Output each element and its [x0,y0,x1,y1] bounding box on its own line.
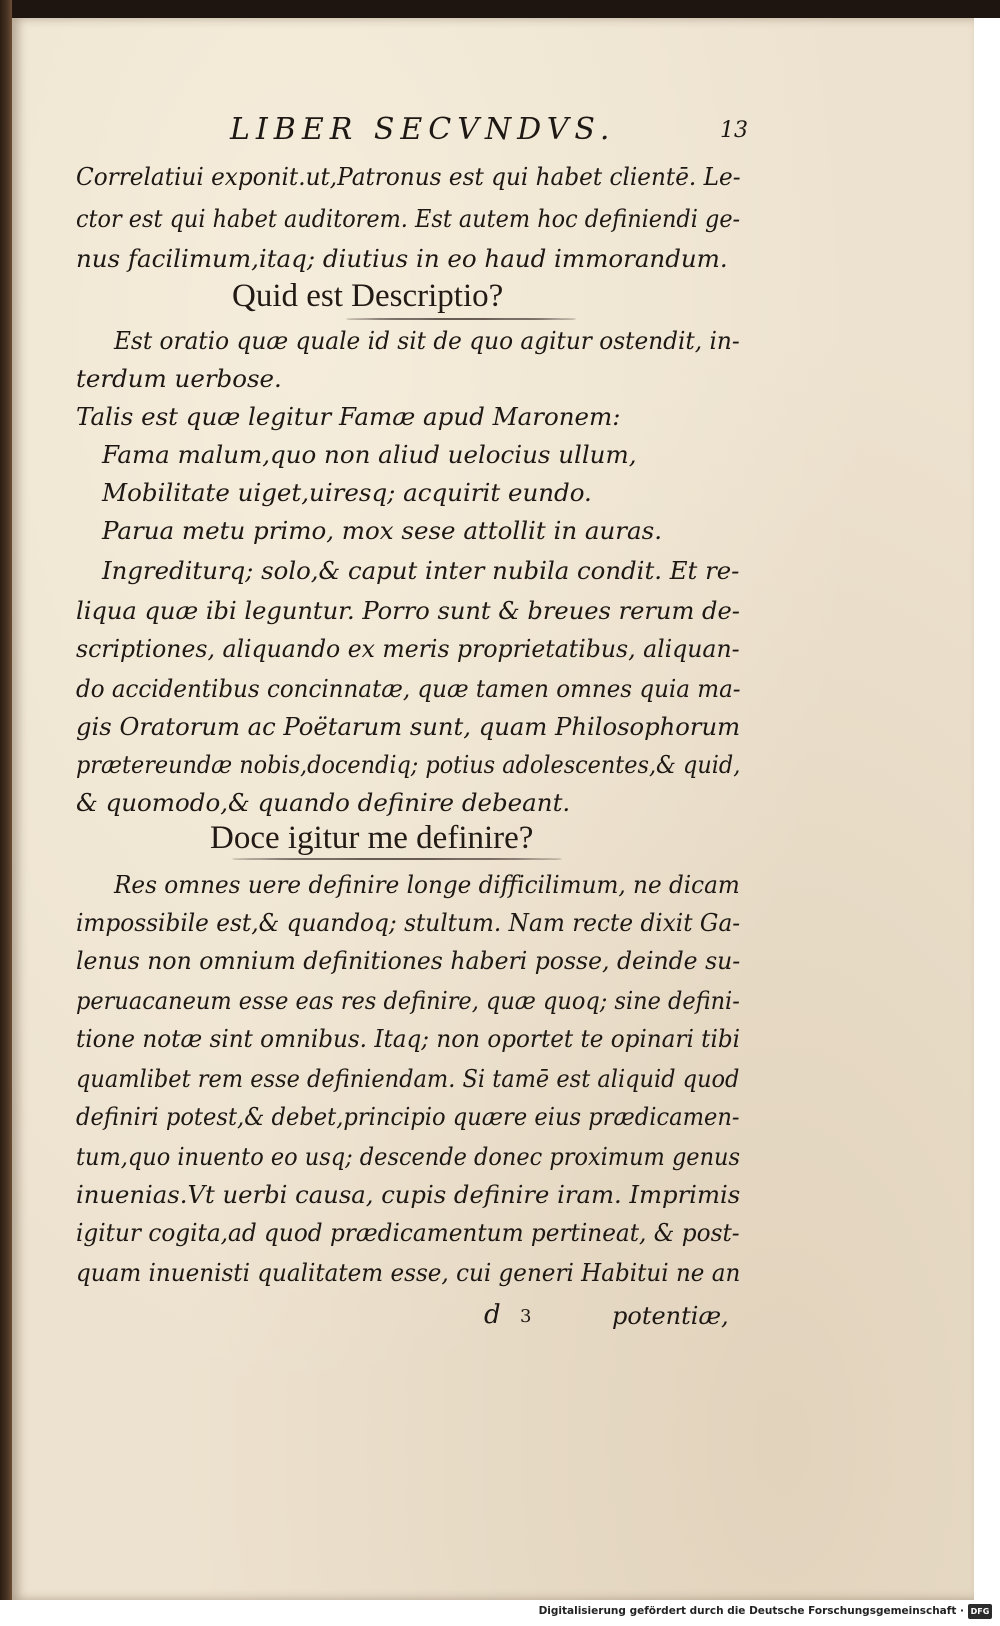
text-line: tione notæ sint omnibus. Itaq; non oportet te opinari tibi [76,1024,740,1053]
text-line: scriptiones, aliquando ex meris proprietatibus, aliquan‑ [76,634,740,663]
verse-line: Parua metu primo, mox sese attollit in auras. [102,516,662,545]
verse-line: Mobilitate uiget,uiresq; acquirit eundo. [102,478,592,507]
digitization-footer [0,1600,1000,1626]
text-line: nus facilimum,itaq; diutius in eo haud immorandum. [76,244,728,273]
book-spine-edge [0,0,12,1600]
handwritten-underline [232,858,562,860]
running-head: LIBER SECVNDVS. [230,112,616,147]
scan-margin [974,18,1000,1600]
text-line: peruacaneum esse eas res definire, quæ quoq; sine defini‑ [76,986,740,1015]
text-line: impossibile est,& quandoq; stultum. Nam recte dixit Ga‑ [76,908,741,937]
text-line: inuenias.Vt uerbi causa, cupis definire iram. Imprimis [76,1180,741,1209]
verse-line: Fama malum,quo non aliud uelocius ullum, [102,440,637,469]
book-top-edge [0,0,1000,18]
text-line: quamlibet rem esse definiendam. Si tamē est aliquid quod [76,1064,740,1093]
text-line: terdum uerbose. [76,364,282,393]
text-line: quam inuenisti qualitatem esse, cui generi Habitui ne an [76,1258,741,1287]
text-line: Est oratio quæ quale id sit de quo agitur ostendit, in‑ [114,326,740,355]
text-line: prætereundæ nobis,docendiq; potius adolescentes,& quid, [76,750,741,779]
text-line: do accidentibus concinnatæ, quæ tamen omnes quia ma‑ [76,674,741,703]
text-line: tum,quo inuento eo usq; descende donec proximum genus [76,1142,741,1171]
text-line: & quomodo,& quando definire debeant. [76,788,571,817]
handwritten-underline [346,318,576,320]
verse-line: Ingrediturq; solo,& caput inter nubila condit. Et re‑ [102,556,740,585]
folio-number: 13 [720,118,748,143]
footer-credit: Digitalisierung gefördert durch die Deutsche Forschungsgemeinschaft · [538,1605,964,1617]
text-line: liqua quæ ibi leguntur. Porro sunt & breues rerum de‑ [76,596,740,625]
text-line: Res omnes uere definire longe difficilimum, ne dicam [114,870,740,899]
signature-mark: d [484,1300,501,1330]
text-line: definiri potest,& debet,principio quære eius prædicamen‑ [76,1102,740,1131]
catchword: potentiæ, [612,1302,729,1330]
text-line: Talis est quæ legitur Famæ apud Maronem: [76,402,621,431]
dfg-logo: DFG [968,1604,992,1619]
text-line: gis Oratorum ac Poëtarum sunt, quam Philosophorum [76,712,741,741]
section-heading-descriptio: Quid est Descriptio? [232,278,504,314]
section-heading-doce: Doce igitur me definire? [210,820,534,856]
text-line: ctor est qui habet auditorem. Est autem hoc definiendi ge‑ [76,204,741,233]
text-line: igitur cogita,ad quod prædicamentum pertineat, & post‑ [76,1218,740,1247]
text-line: lenus non omnium definitiones haberi posse, deinde su‑ [76,946,741,975]
signature-number: 3 [520,1306,532,1327]
text-line: Correlatiui exponit.ut,Patronus est qui habet clientē. Le‑ [76,162,741,191]
